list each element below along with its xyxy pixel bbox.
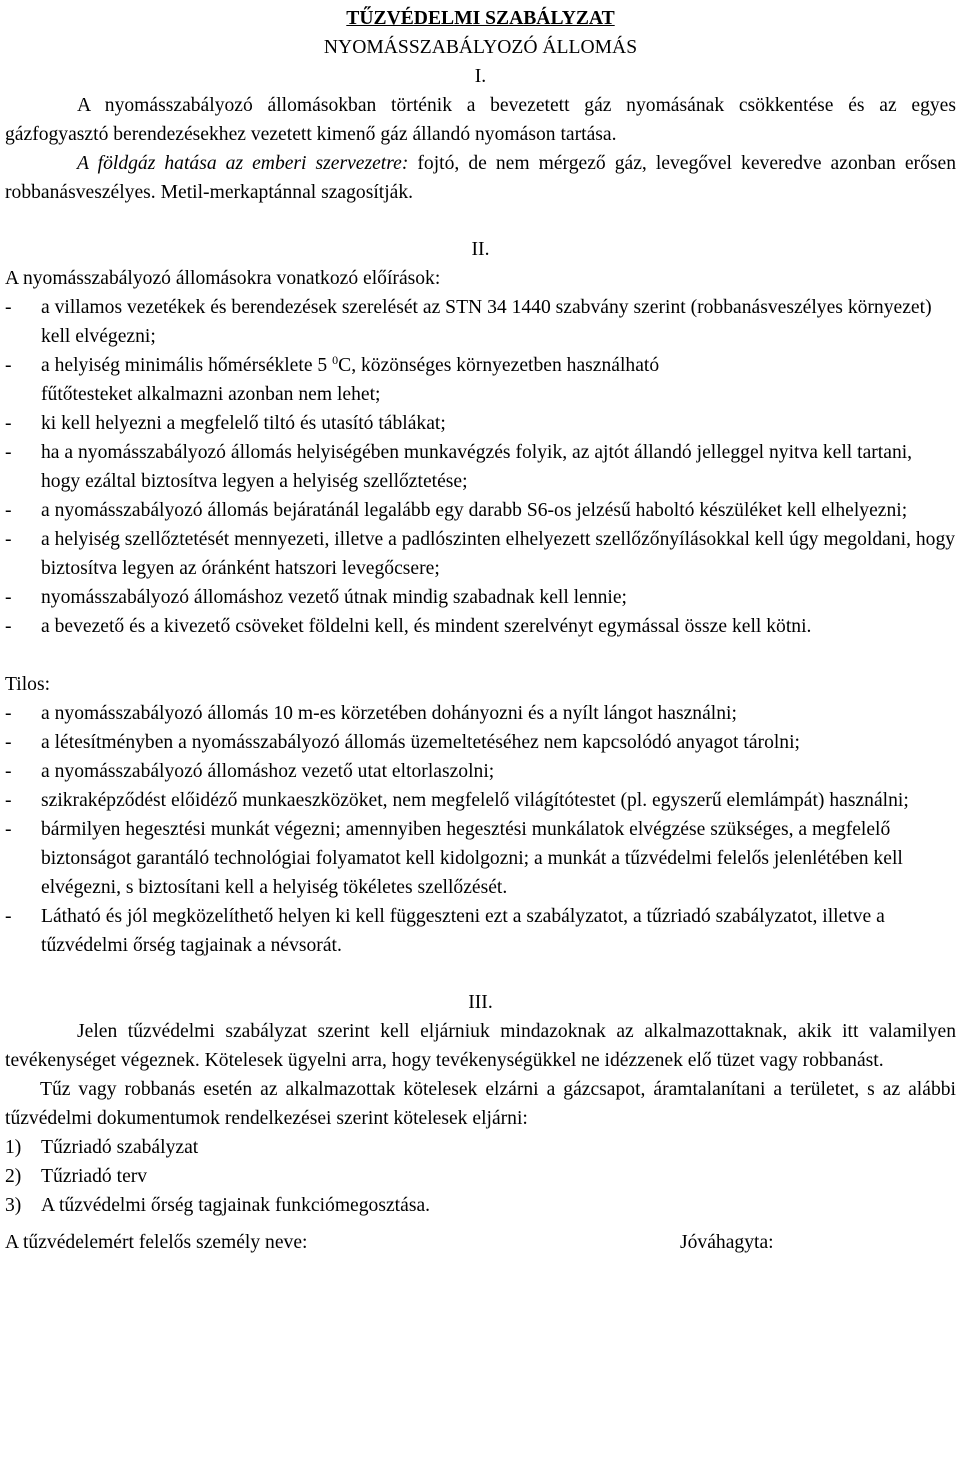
requirements-list bbox=[5, 293, 956, 641]
responsible-person-label: A tűzvédelemért felelős személy neve: bbox=[5, 1232, 308, 1253]
approved-by-label: Jóváhagyta: bbox=[680, 1232, 774, 1253]
signature-line bbox=[5, 1228, 956, 1257]
list-item: - a helyiség minimális hőmérséklete 5 $^0$C, közönséges környezetben használható fűtőtesteket alkalmazni azonban nem lehet; bbox=[5, 353, 660, 405]
list-item: - a nyomásszabályozó állomás 10 m-es körzetében dohányozni és a nyílt lángot használni; bbox=[5, 703, 737, 724]
section-3-paragraph-1: Jelen tűzvédelmi szabályzat szerint kell eljárniuk mindazoknak az alkalmazottaknak, akik itt valamilyen tevékenységet végeznek. Kötelesek ügyelni arra, hogy tevékenységükkel ne idézzenek elő tüzet vagy robbanást. bbox=[5, 1021, 956, 1071]
section-1-paragraph: A nyomásszabályozó állomásokban történik a bevezetett gáz nyomásának csökkentése és az egyes gázfogyasztó berendezésekhez vezetett kimenő gáz állandó nyomáson tartása. bbox=[5, 95, 956, 145]
section-3-paragraph-2: Tűz vagy robbanás esetén az alkalmazottak kötelesek elzárni a gázcsapot, áramtalanítani a területet, s az alábbi tűzvédelmi dokumentumok rendelkezései szerint kötelesek eljárni: bbox=[5, 1079, 956, 1129]
list-item: 3) A tűzvédelmi őrség tagjainak funkciómegosztása. bbox=[5, 1195, 431, 1216]
section-1-number: I. bbox=[474, 66, 487, 87]
list-item: 2) Tűzriadó terv bbox=[5, 1166, 148, 1187]
gas-effect-label: A földgáz hatása az emberi szervezetre: bbox=[77, 153, 409, 174]
document-header bbox=[5, 4, 956, 62]
list-item: - bármilyen hegesztési munkát végezni; amennyiben hegesztési munkálatok elvégzése szükséges, a megfelelő biztonságot garantáló technológiai folyamatot kell kidolgozni; a munkát a tűzvédelmi felelős jelenlétében kell elvégezni, s biztosítani kell a helyiség tökéletes szellőzését. bbox=[5, 819, 903, 898]
list-item: - a nyomásszabályozó állomás bejáratánál legalább egy darabb S6-os jelzésű haboltó készüléket kell elhelyezni; bbox=[5, 500, 908, 521]
list-item: - ha a nyomásszabályozó állomás helyiségében munkavégzés folyik, az ajtót állandó jelleggel nyitva kell tartani, hogy ezáltal biztosítva legyen a helyiség szellőztetése; bbox=[5, 442, 913, 492]
section-2-intro: A nyomásszabályozó állomásokra vonatkozó előírások: bbox=[5, 268, 441, 289]
list-item: 1) Tűzriadó szabályzat bbox=[5, 1137, 199, 1158]
prohibited-list bbox=[5, 699, 956, 960]
list-item: - a bevezető és a kivezető csöveket földelni kell, és mindent szerelvényt egymással össze kell kötni. bbox=[5, 616, 812, 637]
list-item: - nyomásszabályozó állomáshoz vezető útnak mindig szabadnak kell lennie; bbox=[5, 587, 627, 608]
section-2-number: II. bbox=[471, 239, 490, 260]
fire-documents-list bbox=[5, 1133, 956, 1220]
section-3-number: III. bbox=[468, 992, 493, 1013]
prohibited-label: Tilos: bbox=[5, 674, 51, 695]
list-item: - a nyomásszabályozó állomáshoz vezető utat eltorlaszolni; bbox=[5, 761, 495, 782]
gas-effect-text: fojtó, de nem mérgező gáz, levegővel keveredve azonban erősen robbanásveszélyes. Metil-merkaptánnal szagosítják. bbox=[5, 153, 956, 203]
list-item: - Látható és jól megközelíthető helyen ki kell függeszteni ezt a szabályzatot, a tűzriadó szabályzatot, illetve a tűzvédelmi őrség tagjainak a névsorát. bbox=[5, 906, 885, 956]
document-title: TŰZVÉDELMI SZABÁLYZAT bbox=[346, 8, 615, 29]
document-subtitle: NYOMÁSSZABÁLYOZÓ ÁLLOMÁS bbox=[323, 37, 638, 58]
list-item: - a létesítményben a nyomásszabályozó állomás üzemeltetéséhez nem kapcsolódó anyagot tárolni; bbox=[5, 732, 800, 753]
list-item: - szikraképződést előidéző munkaeszközöket, nem megfelelő világítótestet (pl. egyszerű elemlámpát) használni; bbox=[5, 790, 909, 811]
list-item: - a helyiség szellőztetését mennyezeti, illetve a padlószinten elhelyezett szellőzőnyílásokkal kell úgy megoldani, hogy biztosítva legyen az óránként hatszori levegőcsere; bbox=[5, 529, 956, 579]
list-item: - ki kell helyezni a megfelelő tiltó és utasító táblákat; bbox=[5, 413, 446, 434]
section-1-gas-effect bbox=[5, 149, 956, 207]
list-item: - a villamos vezetékek és berendezések szerelését az STN 34 1440 szabvány szerint (robbanásveszélyes környezet) kell elvégezni; bbox=[5, 297, 932, 347]
